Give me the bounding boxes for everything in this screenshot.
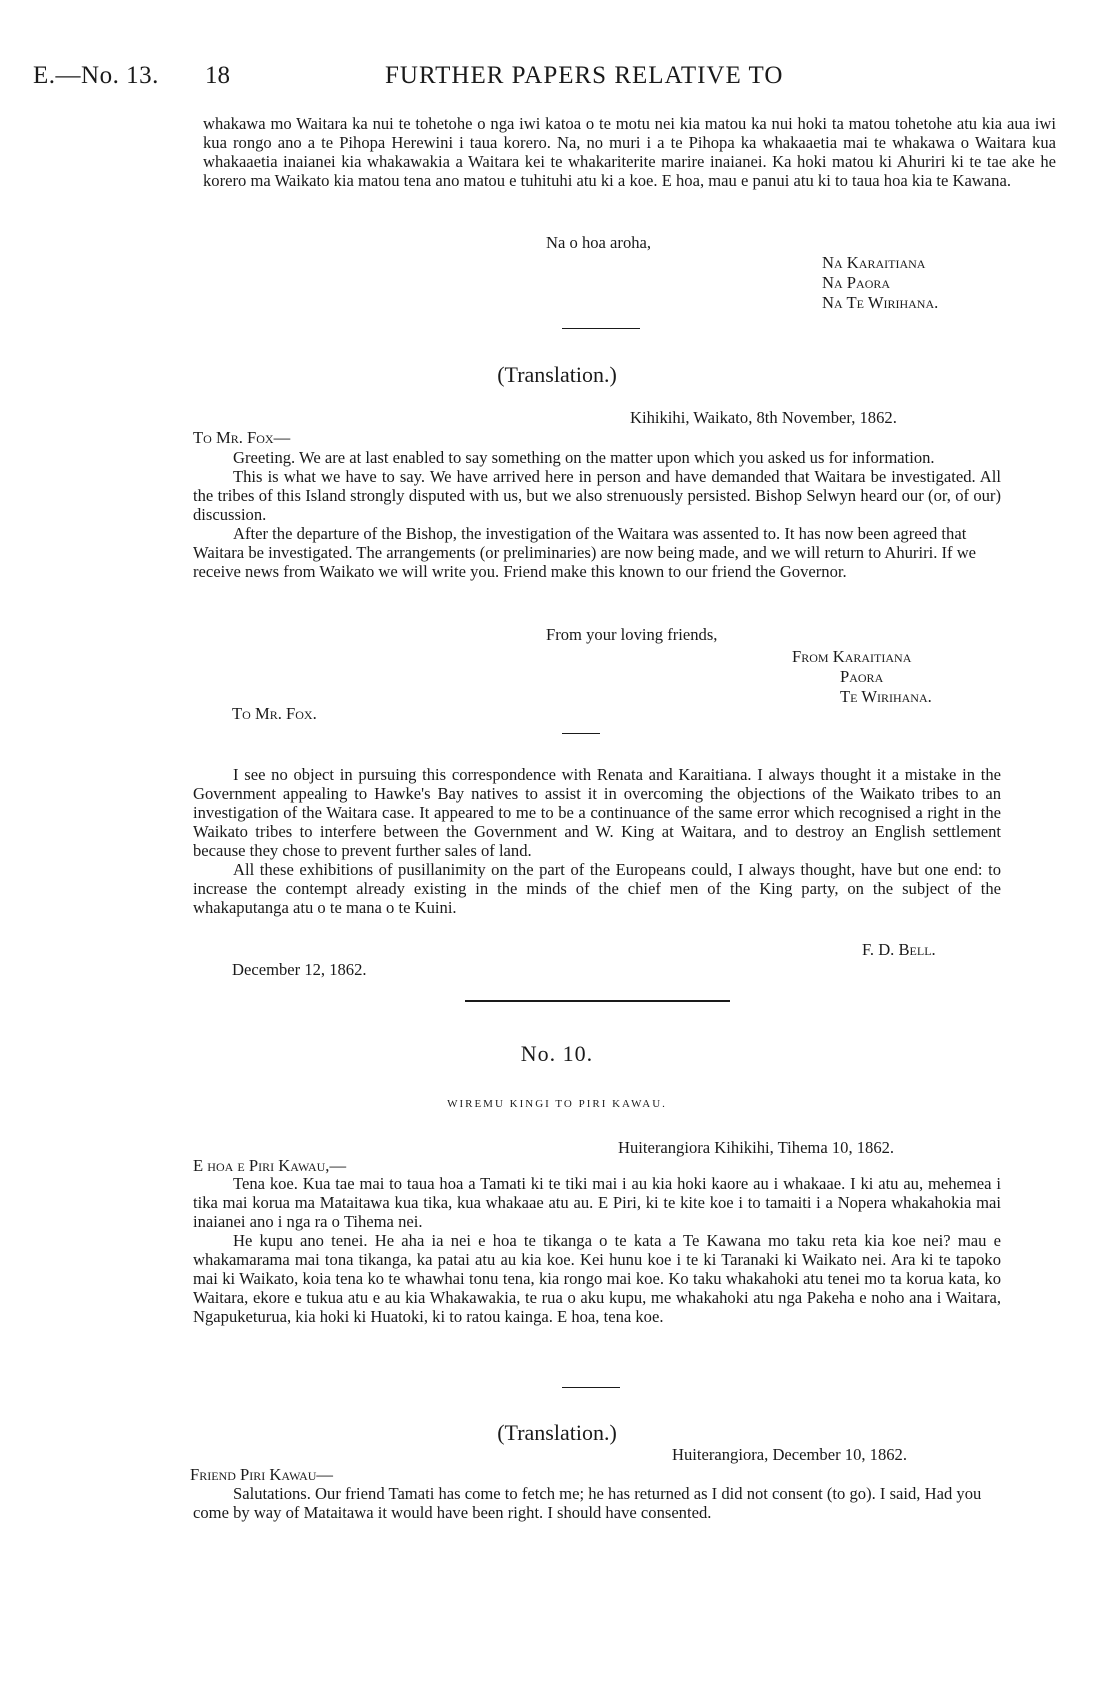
memo-date: December 12, 1862.: [232, 960, 367, 979]
translation1-place-date: Kihikihi, Waikato, 8th November, 1862.: [630, 408, 897, 427]
translation1-signature-1: From Karaitiana: [792, 647, 912, 666]
memo-body: [193, 765, 1001, 917]
paragraph: Greeting. We are at last enabled to say something on the matter upon which you asked us for information.: [233, 448, 935, 467]
section-divider: [465, 1000, 730, 1002]
maori-signature-3: Na Te Wirihana.: [822, 293, 939, 312]
section-number: No. 10.: [520, 1041, 594, 1066]
section-subtitle: WIREMU KINGI TO PIRI KAWAU.: [447, 1098, 667, 1110]
maori-signature-2: Na Paora: [822, 273, 891, 292]
translation1-signature-2: Paora: [840, 667, 884, 686]
divider: [562, 733, 600, 734]
section10-addressee: E hoa e Piri Kawau,—: [193, 1156, 347, 1175]
translation1-addressee: To Mr. Fox—: [193, 428, 291, 447]
paragraph: I see no object in pursuing this correspondence with Renata and Karaitiana. I always thought it a mistake in the Government appealing to Hawke's Bay natives to assist it in overcoming the objections of the Waikato tribes to an investigation of the Waitara case. It appeared to me to be a continuance of the same error which recognised a right in the Waikato tribes to interfere between the Government and W. King at Waitara, and to destroy an English settlement because they chose to prevent further sales of land.: [193, 765, 1001, 860]
paragraph: After the departure of the Bishop, the investigation of the Waitara was assented to. It has now been agreed that Waitara be investigated. The arrangements (or preliminaries) are now being made, and we will return to Ahuriri. If we receive news from Waikato we will write you. Friend make this known to our friend the Governor.: [193, 524, 977, 581]
page-number: 18: [205, 62, 230, 89]
maori-closing: Na o hoa aroha,: [546, 233, 652, 252]
translation2-body: [193, 1484, 1001, 1522]
translation-heading: (Translation.): [497, 362, 617, 387]
paragraph: All these exhibitions of pusillanimity on the part of the Europeans could, I always thought, have but one end: to increase the contempt already existing in the minds of the chief men of the King party, on the subject of the whakaputanga atu o te mana o te Kuini.: [193, 860, 1001, 917]
maori-letter-body: whakawa mo Waitara ka nui te tohetohe o nga iwi katoa o te motu nei kia matou ka nui hoki ta matou tohetohe atu kia aua iwi kua rongo ano a te Pihopa Herewini i taua korero. Na, no muri i a te Pihopa ka whakaaetia mai te whakawa o Waitara kua whakaaetia inaianei kia whakawakia a Waitara kei te whakariterite marire inaianei. Ka hoki matou ki Ahuriri ki te tae ake he korero ma Waikato kia matou tena ano matou e tuhituhi atu ki a koe. E hoa, mau e panui atu ki to taua hoa kia te Kawana.: [203, 114, 1056, 190]
paragraph: Salutations. Our friend Tamati has come to fetch me; he has returned as I did not consent (to go). I said, Had you come by way of Mataitawa it would have been right. I should have consented.: [193, 1484, 982, 1522]
divider: [562, 1387, 620, 1388]
maori-letter: [203, 114, 1056, 190]
section10-body: [193, 1174, 1001, 1326]
paragraph: This is what we have to say. We have arrived here in person and have demanded that Waitara be investigated. All the tribes of this Island strongly disputed with us, but we also strenuously persisted. Bishop Selwyn heard our (or, of our) discussion.: [193, 467, 1001, 524]
paragraph: Tena koe. Kua tae mai to taua hoa a Tamati ki te tiki mai i au kia hoki kaore au i whakaae. I ki atu au, mehemea i tika mai korua ma Mataitawa kua tika, kua whakaae atu au. E Piri, ki te kite koe i to tamaiti i a Nopera whakahokia mai inaianei ano i nga ra o Tihema nei.: [193, 1174, 1001, 1231]
paragraph: He kupu ano tenei. He aha ia nei e hoa te tikanga o te kata a Te Kawana mo taku reta kia koe nei? mau e whakamarama mai tona tikanga, ka patai atu au kia koe. Kei hunu koe i te ki Taranaki ki Waikato nei. Ara ki te tapoko mai ki Waikato, koia tena ko te whawhai tonu tena, kia rongo mai koe. Ko taku whakahoki atu tenei mo ta korua kata, ko Waitara, ekore e tukua atu e au kia Whakawakia, te rua o aku kupu, me whakahoki atu nga Pakeha e noho ana i Waitara, Ngapuketurua, kia hoki ki Huatoki, ki to ratou kainga. E hoa, tena koe.: [193, 1231, 1001, 1326]
translation2-place-date: Huiterangiora, December 10, 1862.: [672, 1445, 907, 1464]
maori-signature-1: Na Karaitiana: [822, 253, 926, 272]
divider: [562, 328, 640, 329]
page-title: FURTHER PAPERS RELATIVE TO: [385, 62, 784, 89]
memo-addressee: To Mr. Fox.: [232, 704, 317, 723]
series-label: E.—No. 13.: [33, 62, 159, 89]
section10-place-date: Huiterangiora Kihikihi, Tihema 10, 1862.: [618, 1138, 895, 1157]
translation2-addressee: Friend Piri Kawau—: [190, 1465, 334, 1484]
translation1-body: [193, 448, 1001, 581]
translation1-signature-3: Te Wirihana.: [840, 687, 932, 706]
translation1-closing: From your loving friends,: [546, 625, 718, 644]
memo-signature: F. D. Bell.: [862, 940, 936, 959]
translation2-heading: (Translation.): [497, 1420, 617, 1445]
